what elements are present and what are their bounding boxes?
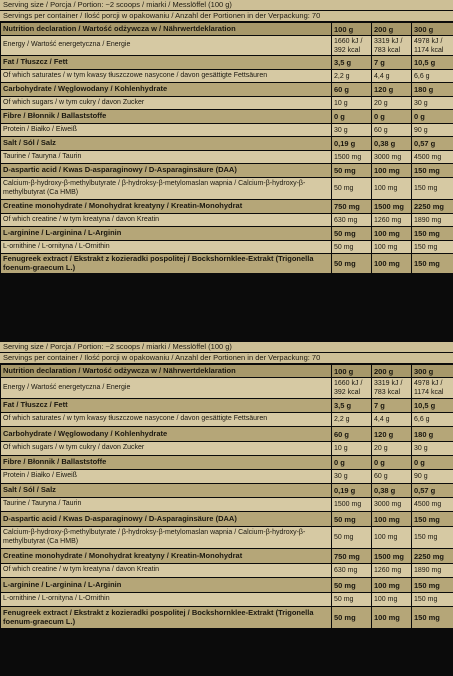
table-row: [1, 578, 453, 593]
energy-kj: 1660 kJ /: [334, 380, 363, 387]
table-row: [1, 254, 453, 274]
row-value-300g: 180 g: [412, 427, 453, 442]
header-label: Nutrition declaration / Wartość odżywcza w / Nährwertdeklaration: [1, 365, 332, 378]
row-value-300g: 10,5 g: [412, 399, 453, 413]
row-value-100g: 3,5 g: [332, 399, 372, 413]
row-label: Of which saturates / w tym kwasy tłuszczowe nasycone / davon gesättigte Fettsäuren: [1, 413, 332, 427]
row-value-100g: 30 g: [332, 124, 372, 137]
row-value-200g: 1260 mg: [372, 564, 412, 578]
row-value-200g: 100 mg: [372, 254, 412, 274]
row-value-200g: 3000 mg: [372, 151, 412, 164]
table-row: [1, 564, 453, 578]
row-value-200g: 7 g: [372, 399, 412, 413]
row-value-200g: 120 g: [372, 427, 412, 442]
table-row: [1, 512, 453, 527]
energy-kj: 4978 kJ /: [414, 37, 443, 45]
row-value-200g: 7 g: [372, 56, 412, 70]
row-value-300g: 6,6 g: [412, 413, 453, 427]
row-label: Of which creatine / w tym kreatyna / davon Kreatin: [1, 564, 332, 578]
row-value-100g: 60 g: [332, 83, 372, 97]
row-label: D-aspartic acid / Kwas D-asparaginowy / D-Asparaginsäure (DAA): [1, 512, 332, 527]
header-200g: 200 g: [372, 23, 412, 36]
energy-kcal: 783 kcal: [374, 46, 401, 54]
row-value-300g: 150 mg: [412, 527, 453, 549]
energy-kcal: 1174 kcal: [414, 46, 444, 54]
row-label: Fenugreek extract / Ekstrakt z kozieradki pospolitej / Bockshornklee-Extrakt (Trigonella foenum-graecum L.): [1, 254, 332, 274]
table-row: [1, 399, 453, 413]
table-row: [1, 164, 453, 178]
row-value-300g: 6,6 g: [412, 70, 453, 83]
table-row: [1, 549, 453, 564]
row-label: Calcium-β-hydroxy-β-methylbutyrate / β-hydroksy-β-metylomaslan wapnia / Calcium-β-hydroxy-β-methylbutyrat (Ca HMB): [1, 178, 332, 200]
row-value-100g: 10 g: [332, 442, 372, 456]
row-value-100g: 3,5 g: [332, 56, 372, 70]
row-label: Fat / Tłuszcz / Fett: [1, 399, 332, 413]
nutrition-panel-top: [0, 0, 453, 330]
row-label: Calcium-β-hydroxy-β-methylbutyrate / β-hydroksy-β-metylomaslan wapnia / Calcium-β-hydroxy-β-methylbutyrat (Ca HMB): [1, 527, 332, 549]
header-100g: 100 g: [332, 23, 372, 36]
table-row: [1, 413, 453, 427]
table-row: [1, 124, 453, 137]
energy-kcal: 783 kcal: [374, 389, 401, 396]
table-row: [1, 151, 453, 164]
table-row: [1, 607, 453, 629]
table-row: [1, 137, 453, 151]
row-value-200g: 100 mg: [372, 578, 412, 593]
table-row: [1, 378, 453, 399]
row-value-200g: 3000 mg: [372, 498, 412, 512]
table-row: [1, 442, 453, 456]
row-value-300g: 150 mg: [412, 512, 453, 527]
row-value-300g: 0,57 g: [412, 137, 453, 151]
row-label: L-ornithine / L-ornityna / L-Ornithin: [1, 241, 332, 254]
row-label: Creatine monohydrate / Monohydrat kreatyny / Kreatin-Monohydrat: [1, 549, 332, 564]
row-value-200g: 0,38 g: [372, 137, 412, 151]
row-value-200g: 60 g: [372, 470, 412, 484]
row-label: Energy / Wartość energetyczna / Energie: [1, 36, 332, 56]
row-value-100g: 0,19 g: [332, 137, 372, 151]
row-value-300g: 180 g: [412, 83, 453, 97]
table-row: [1, 593, 453, 607]
row-value-200g: [372, 36, 412, 56]
header-200g: 200 g: [372, 365, 412, 378]
row-value-300g: 30 g: [412, 97, 453, 110]
row-value-300g: 150 mg: [412, 607, 453, 629]
header-300g: 300 g: [412, 365, 453, 378]
row-value-200g: 100 mg: [372, 607, 412, 629]
row-value-300g: 150 mg: [412, 164, 453, 178]
nutrition-table: [0, 22, 453, 274]
row-value-100g: 50 mg: [332, 578, 372, 593]
row-label: Taurine / Tauryna / Taurin: [1, 498, 332, 512]
table-row: [1, 498, 453, 512]
serving-size-text: Serving size / Porcja / Portion: ~2 scoops / miarki / Messlöffel (100 g): [0, 0, 453, 11]
table-row: [1, 427, 453, 442]
row-value-200g: 20 g: [372, 442, 412, 456]
row-value-200g: 120 g: [372, 83, 412, 97]
row-label: Carbohydrate / Węglowodany / Kohlenhydrate: [1, 427, 332, 442]
table-row: [1, 97, 453, 110]
row-value-100g: 2,2 g: [332, 413, 372, 427]
nutrition-panel-bottom: [0, 342, 453, 676]
energy-kcal: 392 kcal: [334, 46, 361, 54]
row-label: Creatine monohydrate / Monohydrat kreatyny / Kreatin-Monohydrat: [1, 200, 332, 214]
table-row: [1, 200, 453, 214]
serving-size-text: Serving size / Porcja / Portion: ~2 scoops / miarki / Messlöffel (100 g): [0, 342, 453, 353]
energy-kcal: 1174 kcal: [414, 389, 444, 396]
row-value-200g: 100 mg: [372, 241, 412, 254]
row-label: Fenugreek extract / Ekstrakt z kozieradki pospolitej / Bockshornklee-Extrakt (Trigonella foenum-graecum L.): [1, 607, 332, 629]
row-value-200g: 1500 mg: [372, 549, 412, 564]
table-row: [1, 83, 453, 97]
table-row: [1, 227, 453, 241]
row-value-300g: 4500 mg: [412, 151, 453, 164]
row-value-100g: 0 g: [332, 110, 372, 124]
row-value-300g: 10,5 g: [412, 56, 453, 70]
nutrition-table: [0, 364, 453, 629]
row-label: Fat / Tłuszcz / Fett: [1, 56, 332, 70]
row-value-100g: 2,2 g: [332, 70, 372, 83]
table-row: [1, 241, 453, 254]
header-label: Nutrition declaration / Wartość odżywcza w / Nährwertdeklaration: [1, 23, 332, 36]
table-header-row: [1, 23, 453, 36]
row-label: D-aspartic acid / Kwas D-asparaginowy / D-Asparaginsäure (DAA): [1, 164, 332, 178]
row-value-300g: 0,57 g: [412, 484, 453, 498]
row-value-100g: 750 mg: [332, 200, 372, 214]
panel-divider: [0, 330, 453, 342]
row-label: Fibre / Błonnik / Ballaststoffe: [1, 456, 332, 470]
row-value-100g: 630 mg: [332, 564, 372, 578]
row-value-300g: 150 mg: [412, 241, 453, 254]
row-value-300g: [412, 36, 453, 56]
servings-per-container-text: Servings per container / Ilość porcji w opakowaniu / Anzahl der Portionen in der Verpackung: 70: [0, 11, 453, 22]
row-value-300g: 150 mg: [412, 593, 453, 607]
row-value-200g: [372, 378, 412, 399]
row-label: Of which sugars / w tym cukry / davon Zucker: [1, 442, 332, 456]
row-label: Carbohydrate / Węglowodany / Kohlenhydrate: [1, 83, 332, 97]
energy-kcal: 392 kcal: [334, 389, 361, 396]
row-value-200g: 0 g: [372, 110, 412, 124]
row-value-300g: 90 g: [412, 470, 453, 484]
row-value-200g: 0,38 g: [372, 484, 412, 498]
energy-kj: 3319 kJ /: [374, 37, 403, 45]
row-value-200g: 100 mg: [372, 227, 412, 241]
table-row: [1, 214, 453, 227]
table-row: [1, 456, 453, 470]
servings-per-container-text: Servings per container / Ilość porcji w opakowaniu / Anzahl der Portionen in der Verpackung: 70: [0, 353, 453, 364]
row-label: Protein / Białko / Eiweiß: [1, 470, 332, 484]
row-value-200g: 100 mg: [372, 164, 412, 178]
row-value-100g: 0,19 g: [332, 484, 372, 498]
row-label: Salt / Sól / Salz: [1, 484, 332, 498]
row-value-300g: 150 mg: [412, 578, 453, 593]
row-label: Protein / Białko / Eiweiß: [1, 124, 332, 137]
row-value-300g: 1890 mg: [412, 564, 453, 578]
row-label: L-arginine / L-arginina / L-Arginin: [1, 227, 332, 241]
row-value-300g: 4500 mg: [412, 498, 453, 512]
header-300g: 300 g: [412, 23, 453, 36]
table-row: [1, 470, 453, 484]
table-row: [1, 70, 453, 83]
row-value-100g: 50 mg: [332, 512, 372, 527]
row-label: L-arginine / L-arginina / L-Arginin: [1, 578, 332, 593]
row-value-100g: 1500 mg: [332, 498, 372, 512]
row-value-100g: 50 mg: [332, 227, 372, 241]
row-value-100g: 1500 mg: [332, 151, 372, 164]
table-row: [1, 56, 453, 70]
header-100g: 100 g: [332, 365, 372, 378]
row-value-300g: 30 g: [412, 442, 453, 456]
row-label: Energy / Wartość energetyczna / Energie: [1, 378, 332, 399]
row-value-200g: 4,4 g: [372, 70, 412, 83]
row-value-300g: 2250 mg: [412, 200, 453, 214]
row-label: Taurine / Tauryna / Taurin: [1, 151, 332, 164]
table-row: [1, 110, 453, 124]
row-value-100g: 50 mg: [332, 164, 372, 178]
row-value-200g: 100 mg: [372, 178, 412, 200]
energy-kj: 1660 kJ /: [334, 37, 363, 45]
row-value-300g: 90 g: [412, 124, 453, 137]
row-value-100g: 50 mg: [332, 527, 372, 549]
row-value-100g: 0 g: [332, 456, 372, 470]
table-row: [1, 484, 453, 498]
row-value-100g: 50 mg: [332, 607, 372, 629]
row-value-300g: 0 g: [412, 456, 453, 470]
row-value-100g: 630 mg: [332, 214, 372, 227]
row-value-100g: [332, 378, 372, 399]
row-value-300g: 2250 mg: [412, 549, 453, 564]
energy-kj: 4978 kJ /: [414, 380, 443, 387]
row-value-200g: 0 g: [372, 456, 412, 470]
row-label: L-ornithine / L-ornityna / L-Ornithin: [1, 593, 332, 607]
row-label: Of which saturates / w tym kwasy tłuszczowe nasycone / davon gesättigte Fettsäuren: [1, 70, 332, 83]
table-row: [1, 178, 453, 200]
row-value-100g: 50 mg: [332, 254, 372, 274]
row-value-200g: 1260 mg: [372, 214, 412, 227]
row-value-100g: 50 mg: [332, 593, 372, 607]
row-label: Of which creatine / w tym kreatyna / davon Kreatin: [1, 214, 332, 227]
row-value-300g: 150 mg: [412, 178, 453, 200]
row-value-200g: 60 g: [372, 124, 412, 137]
row-value-300g: 150 mg: [412, 227, 453, 241]
row-value-100g: 50 mg: [332, 241, 372, 254]
row-value-200g: 100 mg: [372, 512, 412, 527]
row-value-300g: [412, 378, 453, 399]
row-value-300g: 150 mg: [412, 254, 453, 274]
row-label: Of which sugars / w tym cukry / davon Zucker: [1, 97, 332, 110]
row-value-100g: [332, 36, 372, 56]
row-value-100g: 750 mg: [332, 549, 372, 564]
table-row: [1, 527, 453, 549]
row-value-100g: 60 g: [332, 427, 372, 442]
row-label: Salt / Sól / Salz: [1, 137, 332, 151]
row-value-200g: 4,4 g: [372, 413, 412, 427]
row-value-100g: 30 g: [332, 470, 372, 484]
row-value-300g: 0 g: [412, 110, 453, 124]
table-row: [1, 36, 453, 56]
row-value-200g: 1500 mg: [372, 200, 412, 214]
row-label: Fibre / Błonnik / Ballaststoffe: [1, 110, 332, 124]
table-header-row: [1, 365, 453, 378]
row-value-200g: 20 g: [372, 97, 412, 110]
row-value-100g: 10 g: [332, 97, 372, 110]
row-value-200g: 100 mg: [372, 593, 412, 607]
row-value-300g: 1890 mg: [412, 214, 453, 227]
row-value-200g: 100 mg: [372, 527, 412, 549]
row-value-100g: 50 mg: [332, 178, 372, 200]
energy-kj: 3319 kJ /: [374, 380, 403, 387]
